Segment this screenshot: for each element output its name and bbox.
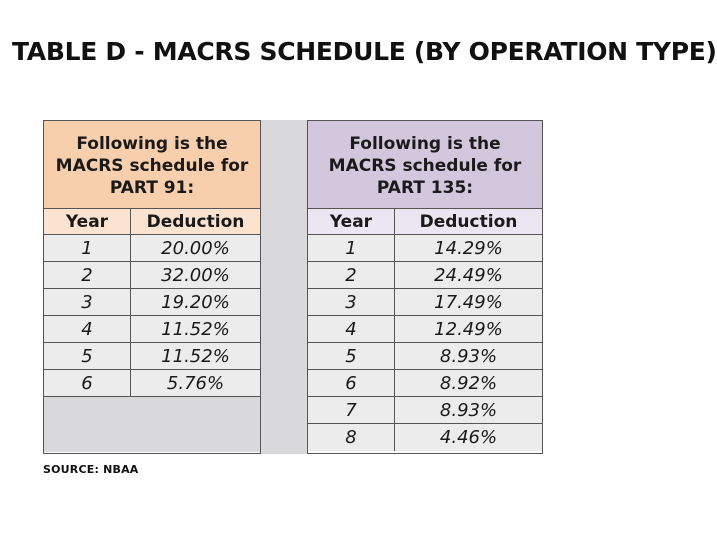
- heading-line: PART 135:: [376, 177, 474, 198]
- deduction-cell: 11.52%: [161, 318, 230, 340]
- deduction-column-header: Deduction: [419, 211, 518, 232]
- part-135-heading: [308, 121, 542, 209]
- year-cell: 8: [308, 424, 395, 451]
- heading-line: PART 91:: [109, 177, 195, 198]
- part-91-rows: [44, 235, 260, 397]
- year-cell: 3: [44, 289, 131, 315]
- year-cell: 2: [308, 262, 395, 288]
- heading-line: MACRS schedule for: [328, 155, 522, 176]
- table-row: [308, 397, 542, 424]
- part-135-rows: [308, 235, 542, 451]
- year-cell: 2: [44, 262, 131, 288]
- heading-line: Following is the: [76, 133, 228, 154]
- deduction-cell: 20.00%: [161, 237, 230, 259]
- year-cell: 5: [308, 343, 395, 369]
- table-row: [44, 262, 260, 289]
- deduction-column-header: Deduction: [146, 211, 245, 232]
- deduction-cell: 5.76%: [166, 372, 225, 394]
- table-row: [308, 343, 542, 370]
- year-cell: 6: [44, 370, 131, 396]
- year-cell: 1: [308, 235, 395, 261]
- year-cell: 4: [308, 316, 395, 342]
- deduction-cell: 11.52%: [161, 345, 230, 367]
- macrs-table-frame: [43, 120, 543, 454]
- year-column-header: Year: [308, 209, 395, 234]
- table-row: [44, 370, 260, 397]
- heading-line: Following is the: [349, 133, 501, 154]
- year-cell: 3: [308, 289, 395, 315]
- table-row: [308, 289, 542, 316]
- part-135-column-headers: [308, 209, 542, 235]
- part-135-panel: [308, 121, 542, 451]
- deduction-cell: 24.49%: [434, 264, 503, 286]
- year-cell: 4: [44, 316, 131, 342]
- table-row: [308, 262, 542, 289]
- deduction-cell: 12.49%: [434, 318, 503, 340]
- year-cell: 7: [308, 397, 395, 423]
- part-91-empty-filler: [44, 397, 260, 452]
- part-91-panel: [44, 121, 260, 452]
- table-row: [44, 289, 260, 316]
- deduction-cell: 14.29%: [434, 237, 503, 259]
- deduction-cell: 19.20%: [161, 291, 230, 313]
- source-note: SOURCE: NBAA: [43, 463, 139, 476]
- table-row: [44, 316, 260, 343]
- table-row: [308, 316, 542, 343]
- heading-line: MACRS schedule for: [55, 155, 249, 176]
- deduction-cell: 17.49%: [434, 291, 503, 313]
- table-row: [44, 343, 260, 370]
- deduction-cell: 32.00%: [161, 264, 230, 286]
- page-title: TABLE D - MACRS SCHEDULE (BY OPERATION TYPE): [12, 37, 717, 66]
- deduction-cell: 8.93%: [439, 345, 498, 367]
- part-91-heading: [44, 121, 260, 209]
- deduction-cell: 8.92%: [439, 372, 498, 394]
- year-column-header: Year: [44, 209, 131, 234]
- deduction-cell: 8.93%: [439, 399, 498, 421]
- panel-divider: [260, 120, 308, 454]
- table-row: [44, 235, 260, 262]
- part-91-column-headers: [44, 209, 260, 235]
- year-cell: 6: [308, 370, 395, 396]
- table-row: [308, 424, 542, 451]
- year-cell: 5: [44, 343, 131, 369]
- table-row: [308, 370, 542, 397]
- year-cell: 1: [44, 235, 131, 261]
- table-row: [308, 235, 542, 262]
- deduction-cell: 4.46%: [439, 427, 498, 448]
